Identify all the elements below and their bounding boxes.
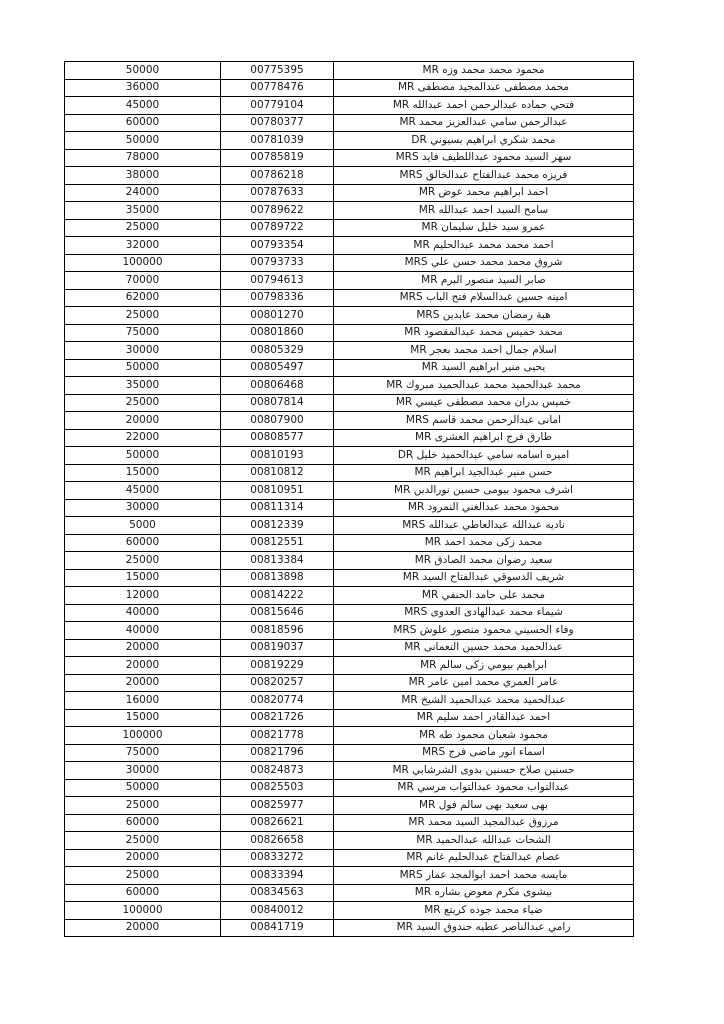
table-row <box>65 412 634 430</box>
table-row <box>65 132 634 150</box>
cell-account-number: 00778476 <box>221 79 334 97</box>
cell-beneficiary-name: شروق محمد محمد حسن علي MRS <box>334 254 634 272</box>
cell-beneficiary-name: هبة رمضان محمد عابدين MRS <box>334 307 634 325</box>
cell-beneficiary-name: عبدالتواب محمود عبدالتواب مرسي MR <box>334 779 634 797</box>
cell-account-number: 00807814 <box>221 394 334 412</box>
table-row <box>65 552 634 570</box>
cell-account-number: 00805329 <box>221 342 334 360</box>
cell-account-number: 00821726 <box>221 709 334 727</box>
cell-beneficiary-name: حسن منير عبدالجيد ابراهيم MR <box>334 464 634 482</box>
cell-account-number: 00789622 <box>221 202 334 220</box>
cell-account-number: 00789722 <box>221 219 334 237</box>
cell-account-number: 00824873 <box>221 762 334 780</box>
cell-account-number: 00814222 <box>221 587 334 605</box>
cell-amount: 32000 <box>65 237 221 255</box>
table-row <box>65 219 634 237</box>
cell-beneficiary-name: سعيد رضوان محمد الصادق MR <box>334 552 634 570</box>
table-row <box>65 604 634 622</box>
cell-amount: 40000 <box>65 622 221 640</box>
records-table-container <box>65 61 634 937</box>
cell-account-number: 00819229 <box>221 657 334 675</box>
cell-amount: 20000 <box>65 412 221 430</box>
cell-amount: 25000 <box>65 832 221 850</box>
cell-account-number: 00806468 <box>221 377 334 395</box>
cell-account-number: 00825977 <box>221 797 334 815</box>
cell-account-number: 00787633 <box>221 184 334 202</box>
cell-account-number: 00820257 <box>221 674 334 692</box>
cell-amount: 35000 <box>65 202 221 220</box>
cell-account-number: 00781039 <box>221 132 334 150</box>
cell-amount: 25000 <box>65 394 221 412</box>
cell-account-number: 00821796 <box>221 744 334 762</box>
cell-beneficiary-name: وفاء الحسيني محمود منصور علوش MRS <box>334 622 634 640</box>
cell-account-number: 00801860 <box>221 324 334 342</box>
table-row <box>65 62 634 80</box>
cell-account-number: 00785819 <box>221 149 334 167</box>
table-row <box>65 639 634 657</box>
table-row <box>65 727 634 745</box>
cell-amount: 40000 <box>65 604 221 622</box>
table-row <box>65 359 634 377</box>
cell-amount: 100000 <box>65 727 221 745</box>
table-row <box>65 534 634 552</box>
cell-beneficiary-name: محمد عبدالحميد محمد عبدالحميد مبروك MR <box>334 377 634 395</box>
cell-amount: 50000 <box>65 779 221 797</box>
cell-account-number: 00820774 <box>221 692 334 710</box>
cell-account-number: 00808577 <box>221 429 334 447</box>
table-row <box>65 569 634 587</box>
cell-amount: 60000 <box>65 534 221 552</box>
cell-amount: 60000 <box>65 814 221 832</box>
cell-account-number: 00813898 <box>221 569 334 587</box>
cell-amount: 15000 <box>65 569 221 587</box>
cell-account-number: 00810812 <box>221 464 334 482</box>
table-row <box>65 884 634 902</box>
cell-amount: 20000 <box>65 674 221 692</box>
table-row <box>65 289 634 307</box>
cell-amount: 50000 <box>65 132 221 150</box>
cell-beneficiary-name: اسلام جمال احمد محمد بعجر MR <box>334 342 634 360</box>
table-row <box>65 674 634 692</box>
cell-beneficiary-name: حسنين صلاح حسنين بدوى الشرشابي MR <box>334 762 634 780</box>
cell-beneficiary-name: ضياء محمد جوده كريتع MR <box>334 902 634 920</box>
cell-beneficiary-name: محمد شكري ابراهيم بسيوني DR <box>334 132 634 150</box>
cell-account-number: 00801270 <box>221 307 334 325</box>
cell-beneficiary-name: احمد محمد محمد عبدالحليم MR <box>334 237 634 255</box>
cell-account-number: 00833394 <box>221 867 334 885</box>
cell-beneficiary-name: احمد ابراهيم محمد عوض MR <box>334 184 634 202</box>
cell-beneficiary-name: شيماء محمد عبدالهادى العدوى MRS <box>334 604 634 622</box>
cell-account-number: 00840012 <box>221 902 334 920</box>
cell-account-number: 00779104 <box>221 97 334 115</box>
table-row <box>65 744 634 762</box>
cell-beneficiary-name: امانى عبدالرحمن محمد قاسم MRS <box>334 412 634 430</box>
table-row <box>65 762 634 780</box>
table-row <box>65 587 634 605</box>
cell-amount: 78000 <box>65 149 221 167</box>
cell-beneficiary-name: رامي عبدالناصر عطيه حندوق السيد MR <box>334 919 634 937</box>
cell-beneficiary-name: محمد مصطفى عبدالمجيد مصطفى MR <box>334 79 634 97</box>
cell-amount: 5000 <box>65 517 221 535</box>
cell-account-number: 00826621 <box>221 814 334 832</box>
records-table <box>64 61 634 937</box>
table-row <box>65 902 634 920</box>
cell-amount: 100000 <box>65 902 221 920</box>
cell-account-number: 00812339 <box>221 517 334 535</box>
table-row <box>65 447 634 465</box>
cell-beneficiary-name: عبدالحميد محمد حسين النعمانى MR <box>334 639 634 657</box>
cell-amount: 75000 <box>65 744 221 762</box>
cell-beneficiary-name: اميره اسامه سامي عبدالحميد خليل DR <box>334 447 634 465</box>
table-row <box>65 429 634 447</box>
table-row <box>65 814 634 832</box>
cell-beneficiary-name: احمد عبدالقادر احمد سليم MR <box>334 709 634 727</box>
cell-account-number: 00805497 <box>221 359 334 377</box>
cell-beneficiary-name: سامح السيد احمد عبدالله MR <box>334 202 634 220</box>
table-row <box>65 377 634 395</box>
cell-account-number: 00815646 <box>221 604 334 622</box>
table-row <box>65 149 634 167</box>
cell-account-number: 00841719 <box>221 919 334 937</box>
records-table-body <box>65 62 634 937</box>
cell-amount: 35000 <box>65 377 221 395</box>
cell-account-number: 00833272 <box>221 849 334 867</box>
cell-amount: 24000 <box>65 184 221 202</box>
cell-amount: 15000 <box>65 464 221 482</box>
cell-amount: 45000 <box>65 482 221 500</box>
table-row <box>65 517 634 535</box>
cell-beneficiary-name: بهى سعيد بهى سالم فول MR <box>334 797 634 815</box>
cell-beneficiary-name: صابر السيد منصور البرم MR <box>334 272 634 290</box>
table-row <box>65 167 634 185</box>
cell-account-number: 00793733 <box>221 254 334 272</box>
cell-beneficiary-name: شريف الدسوقي عبدالفتاح السيد MR <box>334 569 634 587</box>
cell-amount: 25000 <box>65 307 221 325</box>
cell-account-number: 00810193 <box>221 447 334 465</box>
cell-amount: 60000 <box>65 114 221 132</box>
cell-beneficiary-name: عبدالحميد محمد عبدالحميد الشيخ MR <box>334 692 634 710</box>
cell-amount: 50000 <box>65 447 221 465</box>
table-row <box>65 97 634 115</box>
cell-beneficiary-name: محمد زكى محمد احمد MR <box>334 534 634 552</box>
cell-beneficiary-name: محمد على حامد الحنفي MR <box>334 587 634 605</box>
cell-beneficiary-name: فتحي حماده عبدالرحمن احمد عبدالله MR <box>334 97 634 115</box>
cell-beneficiary-name: فريزه محمد عبدالفتاح عبدالخالق MRS <box>334 167 634 185</box>
cell-beneficiary-name: مرزوق عبدالمجيد السيد محمد MR <box>334 814 634 832</box>
cell-account-number: 00819037 <box>221 639 334 657</box>
cell-account-number: 00775395 <box>221 62 334 80</box>
table-row <box>65 202 634 220</box>
cell-beneficiary-name: محمود محمد عبدالغني النمرود MR <box>334 499 634 517</box>
cell-amount: 60000 <box>65 884 221 902</box>
table-row <box>65 307 634 325</box>
cell-account-number: 00834563 <box>221 884 334 902</box>
table-row <box>65 797 634 815</box>
cell-amount: 36000 <box>65 79 221 97</box>
table-row <box>65 394 634 412</box>
cell-beneficiary-name: محمد خميس محمد عبدالمقصود MR <box>334 324 634 342</box>
table-row <box>65 709 634 727</box>
cell-amount: 30000 <box>65 342 221 360</box>
table-row <box>65 184 634 202</box>
cell-account-number: 00780377 <box>221 114 334 132</box>
cell-amount: 12000 <box>65 587 221 605</box>
cell-amount: 20000 <box>65 639 221 657</box>
cell-account-number: 00818596 <box>221 622 334 640</box>
cell-account-number: 00812551 <box>221 534 334 552</box>
cell-amount: 25000 <box>65 219 221 237</box>
cell-beneficiary-name: محمود محمد محمد وزه MR <box>334 62 634 80</box>
cell-beneficiary-name: اشرف محمود بيومى حسين نورالدين MR <box>334 482 634 500</box>
table-row <box>65 254 634 272</box>
cell-amount: 16000 <box>65 692 221 710</box>
cell-account-number: 00825503 <box>221 779 334 797</box>
cell-amount: 15000 <box>65 709 221 727</box>
cell-account-number: 00826658 <box>221 832 334 850</box>
table-row <box>65 272 634 290</box>
cell-amount: 45000 <box>65 97 221 115</box>
cell-beneficiary-name: امينه حسين عبدالسلام فتح الباب MRS <box>334 289 634 307</box>
cell-amount: 50000 <box>65 359 221 377</box>
cell-amount: 100000 <box>65 254 221 272</box>
table-row <box>65 867 634 885</box>
cell-beneficiary-name: يحيى منير ابراهيم السيد MR <box>334 359 634 377</box>
cell-beneficiary-name: محمود شعبان محمود طه MR <box>334 727 634 745</box>
cell-beneficiary-name: خميس بدران محمد مصطفى عيسي MR <box>334 394 634 412</box>
cell-amount: 25000 <box>65 867 221 885</box>
cell-beneficiary-name: سهر السيد محمود عبداللطيف فايد MRS <box>334 149 634 167</box>
cell-account-number: 00793354 <box>221 237 334 255</box>
table-row <box>65 849 634 867</box>
cell-amount: 62000 <box>65 289 221 307</box>
cell-account-number: 00798336 <box>221 289 334 307</box>
cell-beneficiary-name: ناديه عبدالله عبدالعاطي عبدالله MRS <box>334 517 634 535</box>
cell-amount: 20000 <box>65 919 221 937</box>
cell-amount: 50000 <box>65 62 221 80</box>
cell-amount: 30000 <box>65 499 221 517</box>
cell-beneficiary-name: عامر العمري محمد امين عامر MR <box>334 674 634 692</box>
table-row <box>65 622 634 640</box>
cell-amount: 38000 <box>65 167 221 185</box>
cell-amount: 20000 <box>65 849 221 867</box>
cell-amount: 30000 <box>65 762 221 780</box>
cell-account-number: 00786218 <box>221 167 334 185</box>
cell-amount: 20000 <box>65 657 221 675</box>
cell-account-number: 00807900 <box>221 412 334 430</box>
cell-account-number: 00810951 <box>221 482 334 500</box>
cell-beneficiary-name: طارق فرج ابراهيم العشرى MR <box>334 429 634 447</box>
cell-account-number: 00813384 <box>221 552 334 570</box>
table-row <box>65 919 634 937</box>
cell-account-number: 00794613 <box>221 272 334 290</box>
table-row <box>65 482 634 500</box>
table-row <box>65 657 634 675</box>
cell-beneficiary-name: اسماء انور ماضى فرج MRS <box>334 744 634 762</box>
table-row <box>65 114 634 132</box>
cell-beneficiary-name: عصام عبدالفتاح عبدالحليم غانم MR <box>334 849 634 867</box>
table-row <box>65 464 634 482</box>
cell-amount: 75000 <box>65 324 221 342</box>
cell-beneficiary-name: عبدالرحمن سامي عبدالعزيز محمد MR <box>334 114 634 132</box>
cell-beneficiary-name: مايسه محمد احمد ابوالمجد عمار MRS <box>334 867 634 885</box>
cell-account-number: 00821778 <box>221 727 334 745</box>
table-row <box>65 324 634 342</box>
table-row <box>65 342 634 360</box>
cell-beneficiary-name: بيشوى مكرم معوض بشاره MR <box>334 884 634 902</box>
cell-amount: 25000 <box>65 552 221 570</box>
table-row <box>65 499 634 517</box>
cell-amount: 25000 <box>65 797 221 815</box>
table-row <box>65 832 634 850</box>
cell-amount: 70000 <box>65 272 221 290</box>
table-row <box>65 237 634 255</box>
table-row <box>65 779 634 797</box>
cell-amount: 22000 <box>65 429 221 447</box>
cell-account-number: 00811314 <box>221 499 334 517</box>
cell-beneficiary-name: عمرو سيد خليل سليمان MR <box>334 219 634 237</box>
table-row <box>65 692 634 710</box>
table-row <box>65 79 634 97</box>
cell-beneficiary-name: ابراهيم بيومي زكى سالم MR <box>334 657 634 675</box>
cell-beneficiary-name: الشحات عبدالله عبدالحميد MR <box>334 832 634 850</box>
